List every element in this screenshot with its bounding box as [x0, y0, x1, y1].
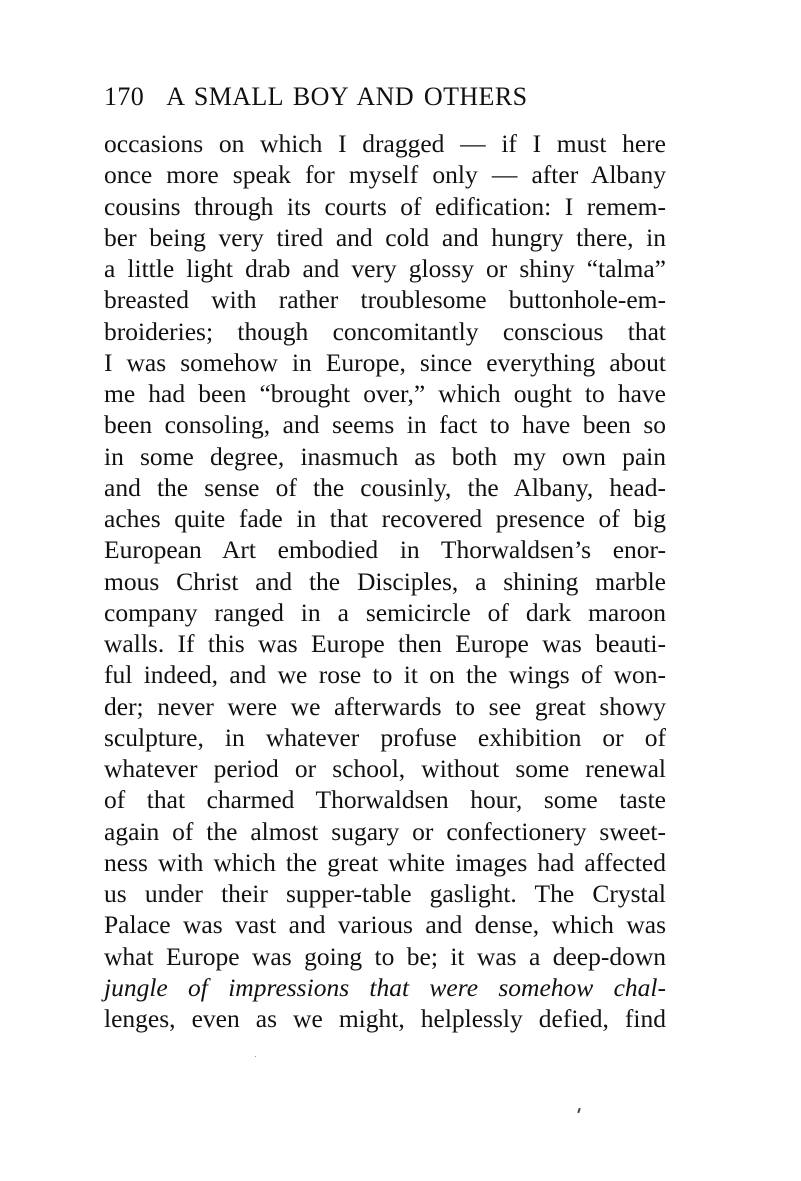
text-line-13: aches quite fade in that recovered presence of big	[104, 504, 666, 533]
text-line-26: Palace was vast and various and dense, which was	[104, 910, 666, 940]
ink-mark	[577, 1108, 580, 1113]
text-line-28: jungle of impressions that were somehow chal-	[104, 972, 666, 1002]
body-text	[104, 128, 666, 1034]
text-line-7: broideries; though concomitantly conscious that	[104, 316, 666, 346]
text-line-18: ful indeed, and we rose to it on the wings of won-	[104, 660, 666, 690]
text-line-29: lenges, even as we might, helplessly defied, find	[104, 1004, 666, 1033]
text-line-14: European Art embodied in Thorwaldsen’s enor-	[104, 535, 666, 565]
text-line-3: cousins through its courts of edification: I remem-	[104, 191, 666, 221]
text-line-1: occasions on which I dragged — if I must here	[104, 129, 666, 158]
text-line-27: what Europe was going to be; it was a deep-down	[104, 941, 666, 971]
text-line-16: company ranged in a semicircle of dark maroon	[104, 597, 666, 627]
text-line-5: a little light drab and very glossy or shiny “talma”	[104, 254, 666, 283]
text-line-15: mous Christ and the Disciples, a shining marble	[104, 566, 666, 596]
text-line-20: sculpture, in whatever profuse exhibition or of	[104, 722, 666, 752]
running-head	[104, 80, 527, 114]
text-line-11: in some degree, inasmuch as both my own pain	[104, 441, 666, 471]
text-line-23: again of the almost sugary or confectionery sweet-	[104, 816, 666, 846]
text-line-25: us under their supper-table gaslight. The Crystal	[104, 879, 666, 908]
paper-speck	[255, 1056, 256, 1057]
text-line-12: and the sense of the cousinly, the Albany, head-	[104, 472, 666, 502]
text-line-10: been consoling, and seems in fact to have been so	[104, 410, 666, 440]
text-line-6: breasted with rather troublesome buttonhole-em-	[104, 285, 666, 315]
text-line-19: der; never were we afterwards to see great showy	[104, 691, 666, 721]
text-line-4: ber being very tired and cold and hungry there, in	[104, 222, 666, 252]
text-line-24: ness with which the great white images had affected	[104, 847, 666, 877]
book-title: A SMALL BOY AND OTHERS	[166, 82, 528, 111]
text-line-22: of that charmed Thorwaldsen hour, some taste	[104, 785, 666, 815]
text-line-21: whatever period or school, without some renewal	[104, 754, 666, 783]
text-line-17: walls. If this was Europe then Europe was beauti-	[104, 629, 666, 658]
text-line-9: me had been “brought over,” which ought to have	[104, 379, 666, 408]
text-line-8: I was somehow in Europe, since everything about	[104, 347, 666, 377]
text-line-2: once more speak for myself only — after Albany	[104, 160, 666, 190]
page-number: 170	[104, 82, 145, 111]
